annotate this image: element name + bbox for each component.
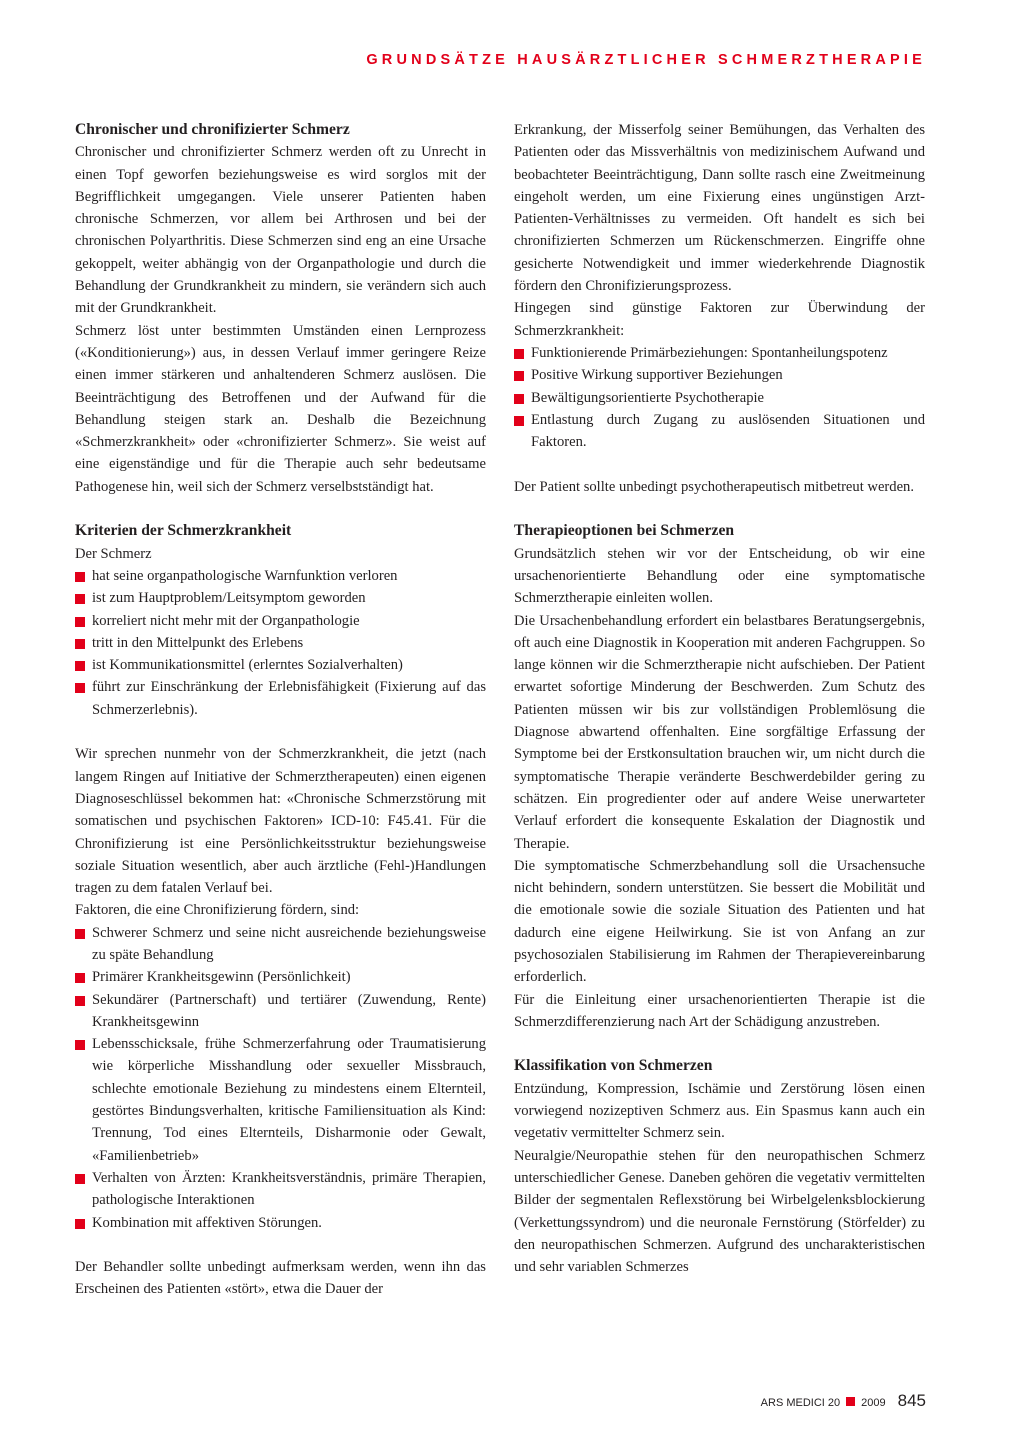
list-item: hat seine organpathologische Warnfunktion verloren: [75, 565, 486, 587]
chronification-factors-list: [75, 922, 486, 1234]
journal-name: ARS MEDICI 20: [760, 1397, 841, 1409]
paragraph: Hingegen sind günstige Faktoren zur Überwindung der Schmerzkrankheit:: [514, 300, 925, 339]
bullet-square-icon: [75, 973, 85, 983]
list-item: Primärer Krankheitsgewinn (Persönlichkeit): [75, 966, 486, 988]
list-item: ist zum Hauptproblem/Leitsymptom geworden: [75, 587, 486, 609]
list-item: Schwerer Schmerz und seine nicht ausreichende beziehungsweise zu späte Behandlung: [75, 922, 486, 967]
section-heading-classification: Klassifikation von Schmerzen: [514, 1057, 713, 1075]
list-item: Kombination mit affektiven Störungen.: [75, 1212, 486, 1234]
bullet-square-icon: [75, 617, 85, 627]
bullet-square-icon: [514, 416, 524, 426]
paragraph: Der Behandler sollte unbedingt aufmerksam werden, wenn ihn das Erscheinen des Patienten «stört», etwa die Dauer der: [75, 1259, 486, 1298]
bullet-square-icon: [75, 639, 85, 649]
section-heading-therapy-options: Therapieoptionen bei Schmerzen: [514, 522, 735, 540]
bullet-square-icon: [75, 1219, 85, 1229]
paragraph: Chronischer und chronifizierter Schmerz werden oft zu Unrecht in einen Topf geworfen beziehungsweise es wird sorglos mit der Begrifflichkeit umgegangen. Viele unserer Patienten haben chronische Schmerzen, vor allem bei Arthrosen und bei der chronischen Polyarthritis. Diese Schmerzen sind eng an eine Ursache gekoppelt, weiter abhängig von der Organpathologie und durch die Behandlung der Grundkrankheit zu mindern, sie verändern sich auch mit der Grundkrankheit.: [75, 144, 486, 317]
bullet-square-icon: [75, 683, 85, 693]
paragraph: Grundsätzlich stehen wir vor der Entscheidung, ob wir eine ursachenorientierte Behandlung oder eine symptomatische Schmerztherapie einleiten wollen.: [514, 545, 925, 607]
list-item: Bewältigungsorientierte Psychotherapie: [514, 387, 925, 409]
list-item: Sekundärer (Partnerschaft) und tertiärer (Zuwendung, Rente) Krankheitsgewinn: [75, 989, 486, 1034]
section-heading-criteria: Kriterien der Schmerzkrankheit: [75, 522, 292, 540]
list-item: Lebensschicksale, frühe Schmerzerfahrung oder Traumatisierung wie körperliche Misshandlung oder sexueller Missbrauch, schlechte emotionale Beziehung zu mindestens einem Elternteil, gestörtes Bindungsverhalten, kritische Familiensituation als Kind: Trennung, Tod eines Elternteils, Disharmonie oder Gewalt, «Familienbetrieb»: [75, 1033, 486, 1167]
favorable-factors-list: [514, 342, 925, 453]
bullet-square-icon: [75, 661, 85, 671]
paragraph: Schmerz löst unter bestimmten Umständen einen Lernprozess («Konditionierung») aus, in dessen Verlauf immer geringere Reize einen immer stärkeren und anhaltenderen Schmerz auslösen. Die Beeinträchtigung des Betroffenen und der Aufwand für die Behandlung steigen stark an. Deshalb die Bezeichnung «Schmerzkrankheit» oder «chronifizierter Schmerz». Sie weist auf eine eigenständige und für die Therapie auch sehr bedeutsame Pathogenese hin, weil sich der Schmerz verselbstständigt hat.: [75, 322, 486, 495]
criteria-list: [75, 565, 486, 721]
bullet-square-icon: [75, 929, 85, 939]
footer-square-icon: [846, 1397, 855, 1406]
paragraph: Der Patient sollte unbedingt psychotherapeutisch mitbetreut werden.: [514, 478, 915, 495]
bullet-square-icon: [75, 996, 85, 1006]
right-column: [514, 119, 925, 1278]
list-item: ist Kommunikationsmittel (erlerntes Sozialverhalten): [75, 654, 486, 676]
list-item: Verhalten von Ärzten: Krankheitsverständnis, primäre Therapien, pathologische Interaktionen: [75, 1167, 486, 1212]
journal-year: 2009: [861, 1397, 886, 1409]
list-item: tritt in den Mittelpunkt des Erlebens: [75, 632, 486, 654]
page-footer: [761, 1391, 926, 1411]
paragraph: Faktoren, die eine Chronifizierung fördern, sind:: [75, 902, 360, 919]
left-column: [75, 119, 486, 1301]
paragraph: Die symptomatische Schmerzbehandlung soll die Ursachensuche nicht behindern, sondern unterstützen. Sie bessert die Mobilität und die emotionale sowie die soziale Situation des Patienten und hat dadurch eine eigene Heilwirkung. Sie ist von Anfang an zur psychosozialen Stabilisierung im Rahmen der Therapievereinbarung erforderlich.: [514, 857, 925, 986]
page-number: 845: [897, 1391, 926, 1410]
bullet-square-icon: [75, 572, 85, 582]
paragraph: Die Ursachenbehandlung erfordert ein belastbares Beratungsergebnis, oft auch eine Diagnostik in Kooperation mit anderen Fachgruppen. So lange können wir die Schmerztherapie nicht aufschieben. Der Patient erwartet sofortige Minderung der Beschwerden. Zum Schutz des Patienten müssen wir bis zur vollständigen Problemlösung die Diagnose abwartend offenhalten. Eine sorgfältige Erfassung der Symptome bei der Erstkonsultation brauchen wir, um nicht durch die symptomatische Therapie veränderte Beschwerdebilder gering zu schätzen. Ein progredienter oder auf andere Weise unerwarteter Verlauf erfordert die konsequente Eskalation der Diagnostik und Therapie.: [514, 612, 925, 852]
section-heading-chronic-pain: Chronischer und chronifizierter Schmerz: [75, 121, 350, 138]
list-item: Funktionierende Primärbeziehungen: Spontanheilungspotenz: [514, 342, 925, 364]
list-item: Positive Wirkung supportiver Beziehungen: [514, 364, 925, 386]
paragraph: Neuralgie/Neuropathie stehen für den neuropathischen Schmerz unterschiedlicher Genese. Daneben gehören die vegetativ vermittelten Bilder der segmentalen Reflexstörung bei Wirbelgelenksblockierung (Verkettungssyndrom) und die neuronale Fernstörung (Störfelder) zu den neuropathischen Schmerzen. Aufgrund des uncharakteristischen und sehr variablen Schmerzes: [514, 1147, 925, 1276]
list-item: Entlastung durch Zugang zu auslösenden Situationen und Faktoren.: [514, 409, 925, 454]
list-item: führt zur Einschränkung der Erlebnisfähigkeit (Fixierung auf das Schmerzerlebnis).: [75, 676, 486, 721]
list-item: korreliert nicht mehr mit der Organpathologie: [75, 610, 486, 632]
bullet-square-icon: [514, 394, 524, 404]
bullet-square-icon: [75, 1040, 85, 1050]
paragraph: Wir sprechen nunmehr von der Schmerzkrankheit, die jetzt (nach langem Ringen auf Initiative der Schmerztherapeuten) einen eigenen Diagnoseschlüssel bekommen hat: «Chronische Schmerzstörung mit somatischen und psychischen Faktoren» ICD-10: F45.41. Für die Chronifizierung ist eine Persönlichkeitsstruktur beziehungsweise soziale Situation wesentlich, aber auch ärztliche (Fehl-)Handlungen tragen zu dem fatalen Verlauf bei.: [75, 746, 486, 897]
bullet-square-icon: [514, 349, 524, 359]
bullet-square-icon: [75, 1174, 85, 1184]
paragraph: Für die Einleitung einer ursachenorientierten Therapie ist die Schmerzdifferenzierung nach Art der Schädigung anzustreben.: [514, 991, 925, 1030]
paragraph: Erkrankung, der Misserfolg seiner Bemühungen, das Verhalten des Patienten oder das Missverhältnis von medizinischem Aufwand und beobachteter Beeinträchtigung, Dann sollte rasch eine Zweitmeinung eingeholt werden, um eine Fixierung eines ungünstigen Arzt-Patienten-Verhältnisses zu vermeiden. Oft handelt es sich bei chronifizierten Schmerzen um Rückenschmerzen. Eingriffe ohne gesicherte Notwendigkeit und immer wiederkehrende Diagnostik fördern den Chronifizierungsprozess.: [514, 122, 925, 295]
bullet-square-icon: [514, 371, 524, 381]
paragraph: Entzündung, Kompression, Ischämie und Zerstörung lösen einen vorwiegend nozizeptiven Schmerz aus. Ein Spasmus kann auch ein vegetativ vermittelter Schmerz sein.: [514, 1080, 925, 1142]
bullet-square-icon: [75, 594, 85, 604]
running-title: GRUNDSÄTZE HAUSÄRZTLICHER SCHMERZTHERAPIE: [366, 52, 926, 68]
paragraph: Der Schmerz: [75, 545, 152, 562]
